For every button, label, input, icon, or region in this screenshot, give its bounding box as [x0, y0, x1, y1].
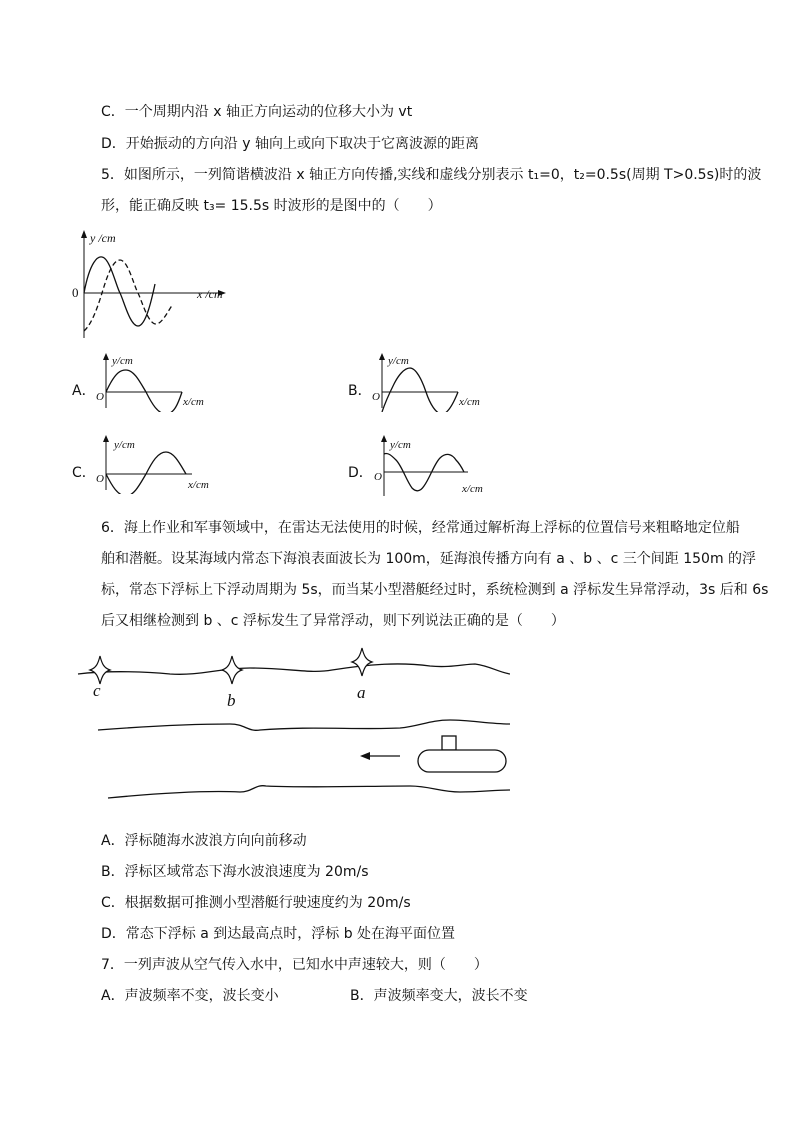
- q6-option-a[interactable]: A．浮标随海水波浪方向向前移动: [101, 833, 307, 849]
- option-d-graph[interactable]: [370, 434, 500, 500]
- x-axis-label: x /cm: [197, 287, 223, 301]
- option-b-label[interactable]: B．: [348, 383, 372, 399]
- q5-stem-line2: 形，能正确反映 t₃= 15.5s 时波形的是图中的（ ）: [101, 198, 442, 214]
- q4-option-c: C．一个周期内沿 x 轴正方向运动的位移大小为 vt: [101, 104, 413, 120]
- q6-option-b[interactable]: B．浮标区域常态下海水波浪速度为 20m/s: [101, 864, 369, 880]
- wave-curve: [106, 370, 182, 412]
- x-axis-label: x/cm: [462, 483, 483, 495]
- q6-stem-line1: 6．海上作业和军事领域中，在雷达无法使用的时候，经常通过解析海上浮标的位置信号来粗略地定位船: [101, 520, 740, 536]
- y-axis-label: y/cm: [390, 439, 411, 451]
- y-axis-arrow: [103, 353, 109, 360]
- q7-stem: 7．一列声波从空气传入水中，已知水中声速较大，则（ ）: [101, 957, 488, 973]
- option-a-label[interactable]: A．: [72, 383, 96, 399]
- submarine-hull: [418, 750, 506, 772]
- solid-wave: [84, 257, 155, 326]
- x-axis-label: x/cm: [459, 396, 480, 408]
- origin-label: O: [372, 391, 380, 403]
- buoy-b: [222, 656, 242, 684]
- origin-label: O: [374, 471, 382, 483]
- q6-option-d[interactable]: D．常态下浮标 a 到达最高点时，浮标 b 处在海平面位置: [101, 926, 456, 942]
- submarine-tower: [442, 736, 456, 750]
- x-axis-label: x/cm: [183, 396, 204, 408]
- dashed-wave: [84, 260, 173, 331]
- origin-label: O: [96, 473, 104, 485]
- y-axis-arrow: [81, 230, 87, 238]
- q7-option-b[interactable]: B．声波频率变大，波长不变: [350, 988, 528, 1004]
- q6-buoy-figure: [70, 640, 510, 810]
- water-layer-lower: [108, 786, 510, 798]
- sea-surface: [78, 664, 510, 674]
- buoy-b-label: b: [227, 691, 236, 710]
- origin-label: O: [96, 391, 104, 403]
- y-axis-label: y/cm: [112, 355, 133, 367]
- water-layer-upper: [98, 720, 510, 730]
- option-b-graph[interactable]: [368, 352, 498, 412]
- q6-stem-line4: 后又相继检测到 b 、c 浮标发生了异常浮动，则下列说法正确的是（ ）: [101, 613, 565, 629]
- y-axis-label: y/cm: [388, 355, 409, 367]
- option-d-label[interactable]: D．: [348, 465, 373, 481]
- q6-stem-line2: 舶和潜艇。设某海域内常态下海浪表面波长为 100m，延海浪传播方向有 a 、b 、c 三个间距 150m 的浮: [101, 551, 757, 567]
- x-axis-label: x/cm: [188, 479, 209, 491]
- wave-curve: [106, 452, 186, 494]
- buoy-c-label: c: [93, 681, 101, 700]
- wave-curve: [382, 368, 458, 412]
- buoy-a: [352, 648, 372, 676]
- q6-stem-line3: 标，常态下浮标上下浮动周期为 5s，而当某小型潜艇经过时，系统检测到 a 浮标发生异常浮动，3s 后和 6s: [101, 582, 769, 598]
- option-a-graph[interactable]: [92, 352, 222, 412]
- q5-wave-figure: [70, 226, 230, 346]
- option-c-label[interactable]: C．: [72, 465, 96, 481]
- y-axis-label: y /cm: [90, 231, 116, 245]
- q6-option-c[interactable]: C．根据数据可推测小型潜艇行驶速度约为 20m/s: [101, 895, 411, 911]
- q4-option-d: D．开始振动的方向沿 y 轴向上或向下取决于它离波源的距离: [101, 136, 479, 152]
- q7-option-a[interactable]: A．声波频率不变，波长变小: [101, 988, 279, 1004]
- q5-stem-line1: 5．如图所示，一列简谐横波沿 x 轴正方向传播,实线和虚线分别表示 t₁=0，t₂=0.5s(周期 T>0.5s)时的波: [101, 167, 762, 183]
- y-axis-arrow: [379, 353, 385, 360]
- buoy-a-label: a: [357, 683, 366, 702]
- motion-arrow-head: [360, 752, 370, 760]
- y-axis-label: y/cm: [114, 439, 135, 451]
- y-axis-arrow: [381, 435, 387, 442]
- y-axis-arrow: [103, 435, 109, 442]
- option-c-graph[interactable]: [92, 434, 222, 494]
- origin-label: 0: [72, 285, 79, 300]
- buoy-c: [90, 656, 110, 684]
